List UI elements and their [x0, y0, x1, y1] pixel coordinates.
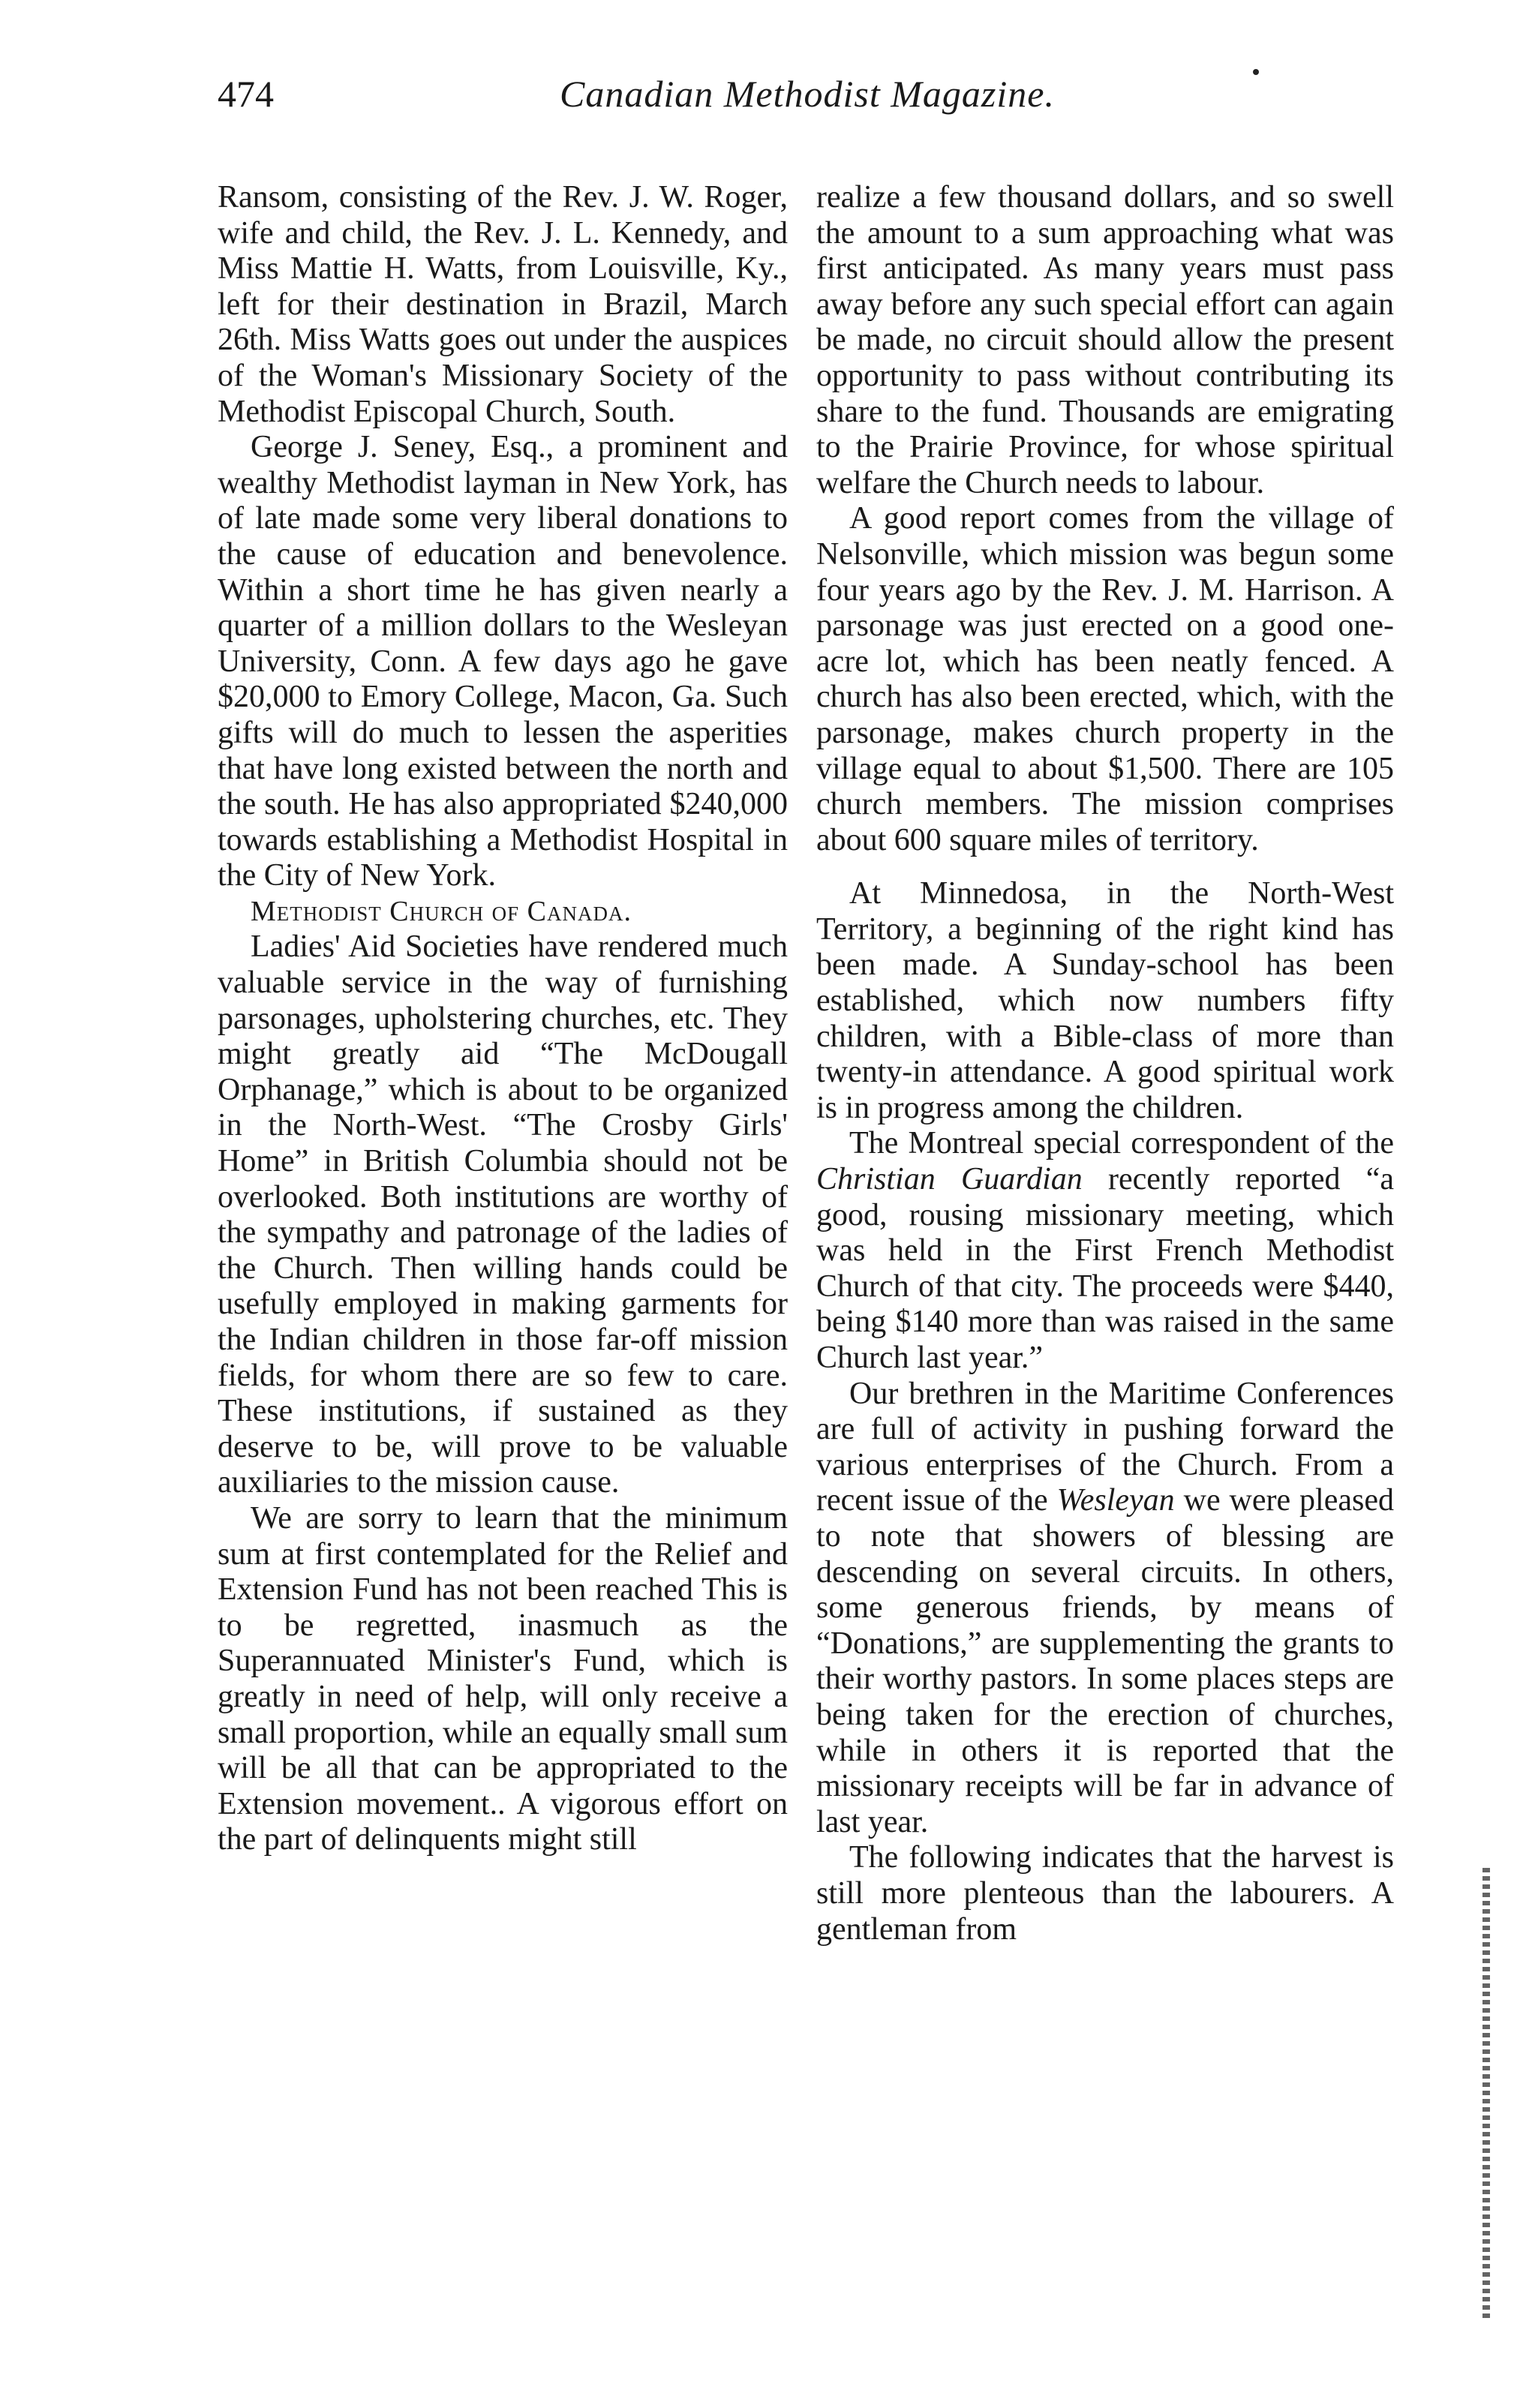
paragraph-relief-fund-cont: realize a few thousand dollars, and so swell the amount to a sum approaching what was first anticipated. As many years must pass away before any such special effort can again be made, no circuit should allow the present opportunity to pass without contributing its share to the fund. Thousands are emigrating to the Prairie Province, for whose spiritual welfare the Church needs to labour. — [816, 180, 1394, 500]
paragraph-relief-fund: We are sorry to learn that the minimum sum at first contemplated for the Relief and Extension Fund has not been reached This is to be regretted, inasmuch as the Superannuated Minister's Fund, which is greatly in need of help, will only receive a small proportion, while an equally small sum will be all that can be appropriated to the Extension movement.. A vigorous effort on the part of delinquents might still — [218, 1500, 788, 1857]
paragraph-seney: George J. Seney, Esq., a prominent and wealthy Methodist layman in New York, has of late made some very liberal donations to the cause of education and benevolence. Within a short time he has given nearly a quarter of a million dollars to the Wesleyan University, Conn. A few days ago he gave $20,000 to Emory College, Macon, Ga. Such gifts will do much to lessen the asperities that have long existed between the north and the south. He has also appropriated $240,000 towards establishing a Methodist Hospital in the City of New York. — [218, 430, 788, 893]
scan-edge-mark — [1482, 1868, 1490, 2318]
text-span: recently reported “a good, rousing missionary meeting, which was held in the First French Methodist Church of that city. The proceeds were $440, being $140 more than was raised in the same Church last year.” — [816, 1162, 1394, 1375]
publication-title: Christian Guardian — [816, 1162, 1083, 1197]
section-heading: Methodist Church of Canada. — [251, 895, 632, 927]
right-column — [816, 180, 1394, 1947]
stray-mark — [1253, 69, 1259, 75]
paragraph-ladies-aid: Ladies' Aid Societies have rendered much valuable service in the way of furnishing parsonages, upholstering churches, etc. They might greatly aid “The McDougall Orphanage,” which is about to be organized in the North-West. “The Crosby Girls' Home” in British Columbia should not be overlooked. Both institutions are worthy of the sympathy and patronage of the ladies of the Church. Then willing hands could be usefully employed in making garments for the Indian children in those far-off mission fields, for whom there are so few to care. These institutions, if sustained as they deserve to be, will prove to be valuable auxiliaries to the mission cause. — [218, 929, 788, 1500]
text-span: we were pleased to note that showers of blessing are descending on several circuits. In others, some generous friends, by means of “Donations,” are supplementing the grants to their worthy pastors. In some places steps are being taken for the erection of churches, while in others it is reported that the missionary receipts will be far in advance of last year. — [816, 1483, 1394, 1839]
paragraph-nelsonville: A good report comes from the village of Nelsonville, which mission was begun some four years ago by the Rev. J. M. Harrison. A parsonage was just erected on a good one-acre lot, which has been neatly fenced. A church has also been erected, which, with the parsonage, makes church property in the village equal to about $1,500. There are 105 church members. The mission comprises about 600 square miles of territory. — [816, 501, 1394, 857]
paragraph-montreal — [816, 1126, 1394, 1376]
paragraph-ransom: Ransom, consisting of the Rev. J. W. Roger, wife and child, the Rev. J. L. Kennedy, and Miss Mattie H. Watts, from Louisville, Ky., left for their destination in Brazil, March 26th. Miss Watts goes out under the auspices of the Woman's Missionary Society of the Methodist Episcopal Church, South. — [218, 180, 788, 429]
text-span: Our brethren in the Maritime Conferences are full of activity in pushing forward the various enterprises of the Church. From a recent issue of the — [816, 1376, 1394, 1518]
page-header — [218, 72, 1397, 132]
paragraph-harvest: The following indicates that the harvest is still more plenteous than the labourers. A gentleman from — [816, 1840, 1394, 1947]
text-span: The Montreal special correspondent of the — [849, 1126, 1394, 1161]
paragraph-maritime — [816, 1377, 1394, 1841]
page-number: 474 — [218, 73, 274, 115]
paragraph-minnedosa: At Minnedosa, in the North-West Territory, a beginning of the right kind has been made. A Sunday-school has been established, which now numbers fifty children, with a Bible-class of more than twenty-in attendance. A good spiritual work is in progress among the children. — [816, 876, 1394, 1125]
publication-title: Wesleyan — [1056, 1483, 1175, 1518]
left-column — [218, 180, 788, 1858]
running-title: Canadian Methodist Magazine. — [560, 73, 1055, 115]
